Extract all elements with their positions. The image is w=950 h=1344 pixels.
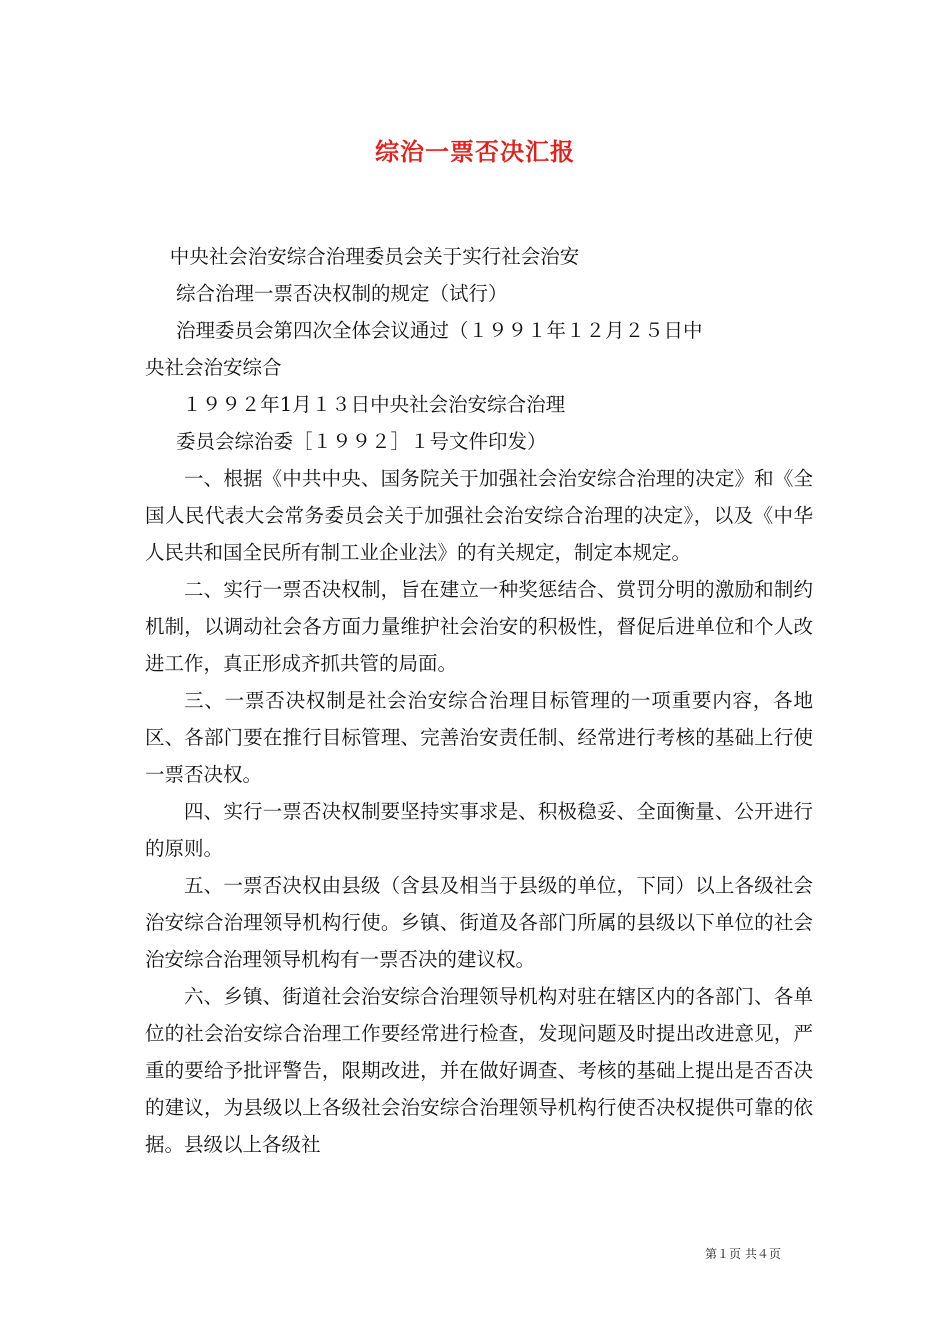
paragraph: 四、实行一票否决权制要坚持实事求是、积极稳妥、全面衡量、公开进行的原则。	[145, 800, 813, 860]
header-line: 治理委员会第四次全体会议通过（１９９１年１２月２５日中	[145, 319, 703, 342]
paragraph: 二、实行一票否决权制，旨在建立一种奖惩结合、赏罚分明的激励和制约机制，以调动社会各方面力量维护社会治安的积极性，督促后进单位和个人改进工作，真正形成齐抓共管的局面。	[145, 578, 813, 675]
header-line: 央社会治安综合	[145, 356, 282, 379]
page-number: 第１页 共４页	[705, 1247, 781, 1261]
document-title: 综治一票否决汇报	[375, 138, 575, 166]
paragraph: 一、根据《中共中央、国务院关于加强社会治安综合治理的决定》和《全国人民代表大会常务委员会关于加强社会治安综合治理的决定》，以及《中华人民共和国全民所有制工业企业法》的有关规定，制定本规定。	[145, 467, 813, 564]
header-line: １９９２年1月１３日中央社会治安综合治理	[145, 393, 566, 416]
paragraph: 六、乡镇、街道社会治安综合治理领导机构对驻在辖区内的各部门、各单位的社会治安综合治理工作要经常进行检查，发现问题及时提出改进意见，严重的要给予批评警告，限期改进，并在做好调查、考核的基础上提出是否否决的建议，为县级以上各级社会治安综合治理领导机构行使否决权提供可靠的依据。县级以上各级社	[145, 985, 813, 1156]
header-line: 综合治理一票否决权制的规定（试行）	[145, 282, 508, 305]
paragraph: 五、一票否决权由县级（含县及相当于县级的单位，下同）以上各级社会治安综合治理领导机构行使。乡镇、街道及各部门所属的县级以下单位的社会治安综合治理领导机构有一票否决的建议权。	[145, 874, 813, 971]
paragraph: 三、一票否决权制是社会治安综合治理目标管理的一项重要内容，各地区、各部门要在推行目标管理、完善治安责任制、经常进行考核的基础上行使一票否决权。	[145, 689, 813, 786]
header-line: 委员会综治委［１９９２］１号文件印发）	[145, 430, 547, 453]
document-body	[145, 238, 813, 1163]
header-line: 中央社会治安综合治理委员会关于实行社会治安	[145, 245, 580, 268]
